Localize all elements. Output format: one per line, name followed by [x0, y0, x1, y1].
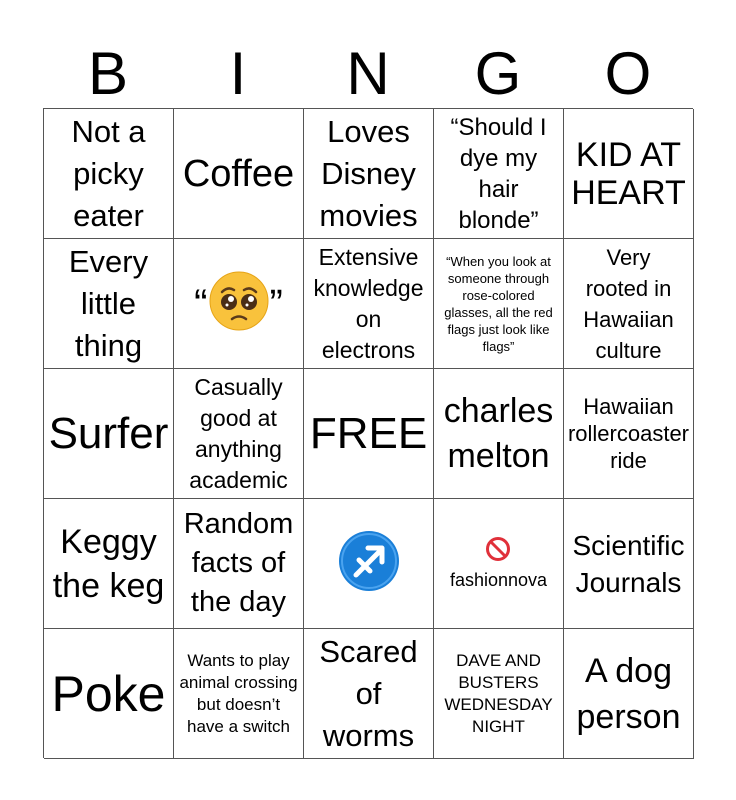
- bingo-cell: [434, 499, 564, 629]
- cell-text: “Should I dye my hair blonde”: [450, 113, 547, 234]
- cell-text: KID AT HEART: [571, 135, 686, 212]
- cell-text: Scientific Journals: [572, 529, 685, 598]
- bingo-cell: [304, 109, 434, 239]
- cell-text: fashionnova: [449, 569, 548, 590]
- bingo-cell: [44, 239, 174, 369]
- bingo-cell: [44, 499, 174, 629]
- bingo-cell: [564, 629, 694, 759]
- bingo-cell: [434, 369, 564, 499]
- bingo-cell: [564, 109, 694, 239]
- header-letter-n: N: [346, 40, 390, 107]
- cell-text: Poke: [51, 665, 166, 722]
- free-cell: [304, 369, 434, 499]
- cell-text: Keggy the keg: [52, 522, 165, 605]
- bingo-cell: [564, 239, 694, 369]
- header-letter-o: O: [604, 40, 652, 107]
- bingo-cell: [434, 109, 564, 239]
- header-letter-i: I: [229, 40, 247, 107]
- cell-text: Scared of worms: [319, 633, 418, 753]
- cell-text: Surfer: [48, 408, 169, 458]
- bingo-cell: [44, 369, 174, 499]
- free-space-label: FREE: [309, 408, 428, 458]
- cell-text: Not a picky eater: [71, 113, 146, 233]
- bingo-cell: [304, 239, 434, 369]
- bingo-cell: [174, 629, 304, 759]
- cell-text: Loves Disney movies: [319, 113, 418, 233]
- bingo-cell: [304, 629, 434, 759]
- bingo-cell: [434, 239, 564, 369]
- bingo-cell: [174, 499, 304, 629]
- bingo-cell: [304, 499, 434, 629]
- cell-text: “When you look at someone through rose-colored glasses, all the red flags just look like flags”: [444, 253, 553, 354]
- cell-text: Casually good at anything academic: [189, 373, 288, 493]
- sagittarius-icon: [338, 530, 400, 597]
- bingo-cell: [174, 239, 304, 369]
- bingo-grid: [43, 108, 693, 758]
- header-letter-b: B: [87, 40, 129, 107]
- bingo-cell: [44, 109, 174, 239]
- bingo-cell: [44, 629, 174, 759]
- cell-text: Random facts of the day: [183, 508, 294, 618]
- bingo-cell: [564, 499, 694, 629]
- cell-text: Coffee: [182, 152, 295, 195]
- bingo-cell: [434, 629, 564, 759]
- cell-text: Every little thing: [68, 243, 149, 363]
- cell-text: Hawaiian rollercoaster ride: [567, 394, 690, 473]
- cell-text: Wants to play animal crossing but doesn’t have a switch: [179, 650, 298, 736]
- cell-text: Very rooted in Hawaiian culture: [583, 244, 674, 363]
- cell-text: Extensive knowledge on electrons: [313, 243, 424, 363]
- close-quote: ”: [269, 281, 283, 326]
- cell-text: DAVE AND BUSTERS WEDNESDAY NIGHT: [444, 650, 553, 736]
- no-entry-sign-icon: [485, 536, 511, 567]
- pleading-face-icon: [208, 270, 270, 337]
- bingo-header: [43, 40, 693, 108]
- header-letter-g: G: [474, 40, 522, 107]
- open-quote: “: [194, 281, 208, 326]
- bingo-cell: [564, 369, 694, 499]
- bingo-cell: [174, 369, 304, 499]
- bingo-cell: [174, 109, 304, 239]
- cell-text: charles melton: [443, 391, 554, 475]
- cell-text: A dog person: [576, 651, 681, 736]
